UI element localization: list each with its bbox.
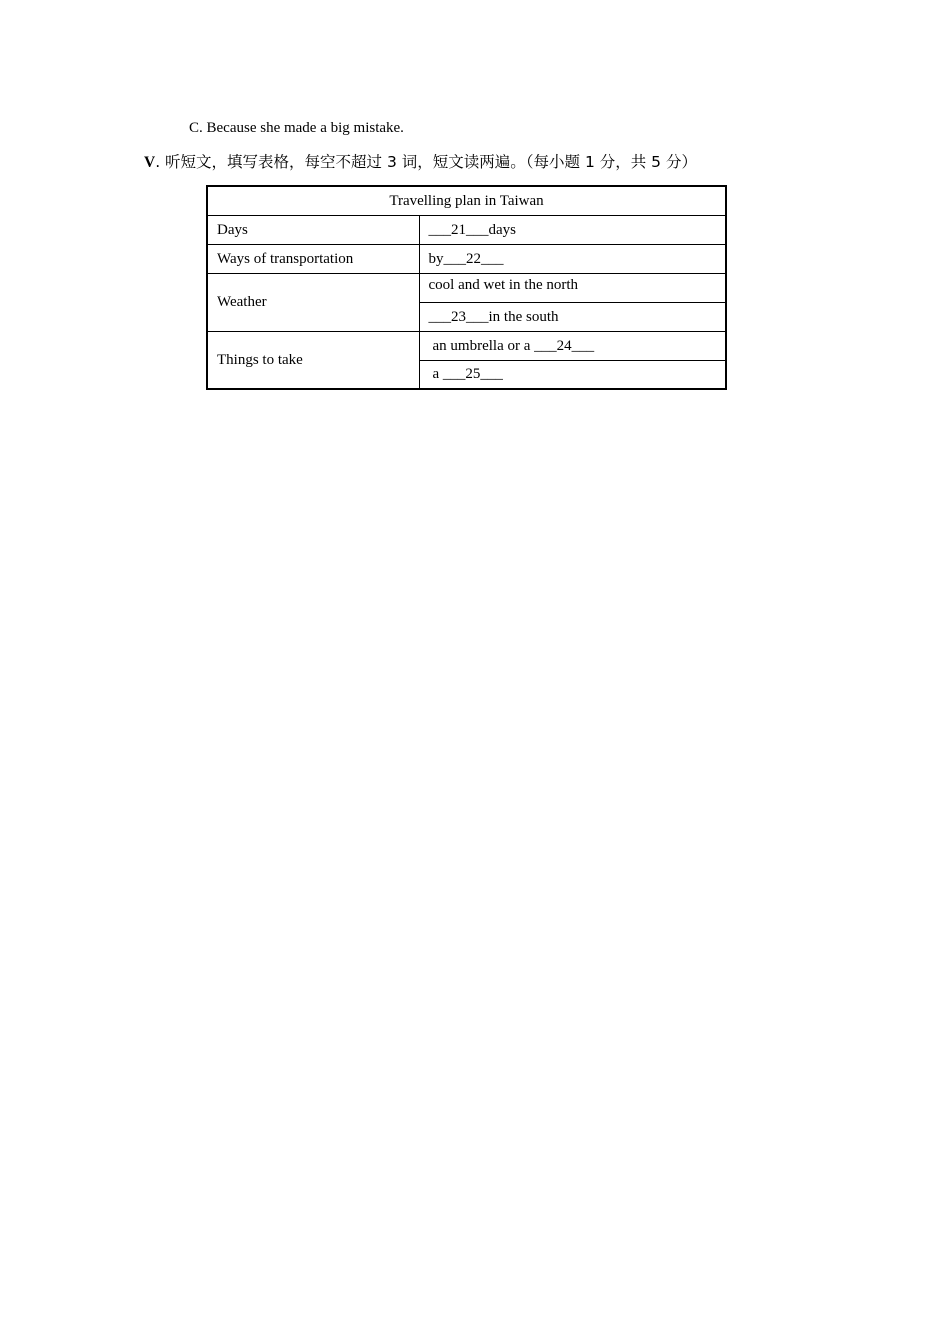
section-instruction: . 听短文，填写表格，每空不超过 3 词，短文读两遍。（每小题 1 分，共 5 分）: [155, 153, 697, 171]
row-label-transportation: Ways of transportation: [207, 244, 419, 273]
option-c: C. Because she made a big mistake.: [189, 120, 404, 136]
row-value-weather-north: cool and wet in the north: [419, 273, 726, 302]
table-title-row: [207, 186, 726, 215]
row-value-transportation: by___22___: [419, 244, 726, 273]
row-value-things-other: a ___25___: [419, 360, 726, 389]
table-row: [207, 273, 726, 302]
table-row: [207, 331, 726, 360]
travel-plan-table: [206, 185, 727, 390]
row-label-things: Things to take: [207, 331, 419, 389]
row-label-weather: Weather: [207, 273, 419, 331]
table-row: [207, 215, 726, 244]
row-label-days: Days: [207, 215, 419, 244]
row-value-weather-south: ___23___in the south: [419, 302, 726, 331]
section-number: V: [144, 154, 156, 171]
section-heading: [144, 151, 697, 174]
row-value-things-umbrella: an umbrella or a ___24___: [419, 331, 726, 360]
table-title: Travelling plan in Taiwan: [207, 186, 726, 215]
table-row: [207, 244, 726, 273]
row-value-days: ___21___days: [419, 215, 726, 244]
